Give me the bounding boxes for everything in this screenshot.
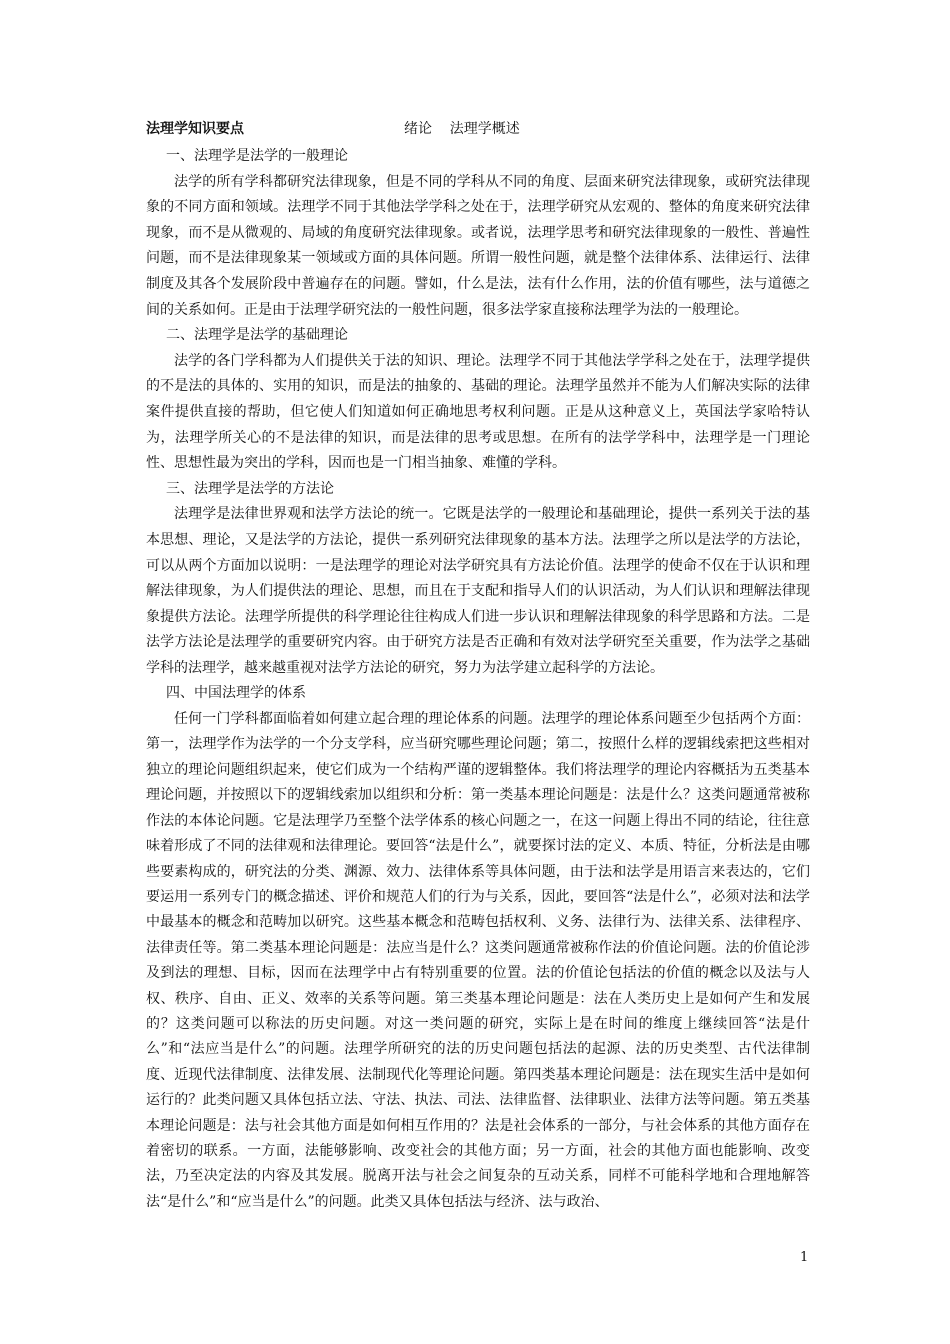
section-heading: 二、法理学是法学的基础理论 (166, 327, 348, 344)
chapter-title: 绪论 法理学概述 (404, 121, 520, 137)
section-heading: 四、中国法理学的体系 (166, 685, 306, 702)
section-3 (146, 477, 810, 682)
section-paragraph: 法学的各门学科都为人们提供关于法的知识、理论。法理学不同于其他法学学科之处在于，法理学提供的不是法的具体的、实用的知识，而是法的抽象的、基础的理论。法理学虽然并不能为人们解决实际的法律案件提供直接的帮助，但它使人们知道如何正确地思考权利问题。正是从这种意义上，英国法学家哈特认为，法理学所关心的不是法律的知识，而是法律的思考或思想。在所有的法学学科中，法理学是一门理论性、思想性最为突出的学科，因而也是一门相当抽象、难懂的学科。 (146, 352, 810, 472)
section-2 (146, 323, 810, 477)
document-body (146, 144, 810, 1215)
section-paragraph: 法理学是法律世界观和法学方法论的统一。它既是法学的一般理论和基础理论，提供一系列关于法的基本思想、理论，又是法学的方法论，提供一系列研究法律现象的基本方法。法理学之所以是法学的方法论，可以从两个方面加以说明：一是法理学的理论对法学研究具有方法论价值。法理学的使命不仅在于认识和理解法律现象，为人们提供法的理论、思想，而且在于支配和指导人们的认识活动，为人们认识和理解法律现象提供方法论。法理学所提供的科学理论往往构成人们进一步认识和理解法律现象的科学思路和方法。二是法学方法论是法理学的重要研究内容。由于研究方法是否正确和有效对法学研究至关重要，作为法学之基础学科的法理学，越来越重视对法学方法论的研究，努力为法学建立起科学的方法论。 (146, 506, 810, 676)
section-heading: 一、法理学是法学的一般理论 (166, 148, 348, 164)
section-paragraph: 法学的所有学科都研究法律现象，但是不同的学科从不同的角度、层面来研究法律现象，或研究法律现象的不同方面和领域。法理学不同于其他法学学科之处在于，法理学研究从宏观的、整体的角度来研究法律现象，而不是从微观的、局域的角度研究法律现象。或者说，法理学思考和研究法律现象的一般性、普遍性问题，而不是法律现象某一领域或方面的具体问题。所谓一般性问题，就是整个法律体系、法律运行、法律制度及其各个发展阶段中普遍存在的问题。譬如，什么是法，法有什么作用，法的价值有哪些，法与道德之间的关系如何。正是由于法理学研究法的一般性问题，很多法学家直接称法理学为法的一般理论。 (146, 173, 810, 318)
document-title: 法理学知识要点 (146, 121, 244, 137)
section-heading: 三、法理学是法学的方法论 (166, 480, 334, 497)
section-4 (146, 681, 810, 1215)
section-1 (146, 144, 810, 323)
page-number: 1 (800, 1250, 809, 1265)
section-paragraph: 任何一门学科都面临着如何建立起合理的理论体系的问题。法理学的理论体系问题至少包括两个方面：第一，法理学作为法学的一个分支学科，应当研究哪些理论问题；第二，按照什么样的逻辑线索把这些相对独立的理论问题组织起来，使它们成为一个结构严谨的逻辑整体。我们将法理学的理论内容概括为五类基本理论问题，并按照以下的逻辑线索加以组织和分析：第一类基本理论问题是：法是什么？这类问题通常被称作法的本体论问题。它是法理学乃至整个法学体系的核心问题之一，在这一问题上得出不同的结论，往往意味着形成了不同的法律观和法律理论。要回答“法是什么”，就要探讨法的定义、本质、特征，分析法是由哪些要素构成的，研究法的分类、渊源、效力、法律体系等具体问题，由于法和法学是用语言来表达的，它们要运用一系列专门的概念描述、评价和规范人们的行为与关系，因此，要回答“法是什么”，必须对法和法学中最基本的概念和范畴加以研究。这些基本概念和范畴包括权利、义务、法律行为、法律关系、法律程序、法律责任等。第二类基本理论问题是：法应当是什么？这类问题通常被称作法的价值论问题。法的价值论涉及到法的理想、目标，因而在法理学中占有特别重要的位置。法的价值论包括法的价值的概念以及法与人权、秩序、自由、正义、效率的关系等问题。第三类基本理论问题是：法在人类历史上是如何产生和发展的？这类问题可以称法的历史问题。对这一类问题的研究，实际上是在时间的维度上继续回答“法是什么”和“法应当是什么”的问题。法理学所研究的法的历史问题包括法的起源、法的历史类型、古代法律制度、近现代法律制度、法律发展、法制现代化等理论问题。第四类基本理论问题是：法在现实生活中是如何运行的？此类问题又具体包括立法、守法、执法、司法、法律监督、法律职业、法律方法等问题。第五类基本理论问题是：法与社会其他方面是如何相互作用的？法是社会体系的一部分，与社会体系的其他方面存在着密切的联系。一方面，法能够影响、改变社会的其他方面；另一方面，社会的其他方面也能影响、改变法，乃至决定法的内容及其发展。脱离开法与社会之间复杂的互动关系，同样不可能科学地和合理地解答法“是什么”和“应当是什么”的问题。此类又具体包括法与经济、法与政治、 (146, 711, 810, 1210)
page-header (146, 118, 826, 140)
